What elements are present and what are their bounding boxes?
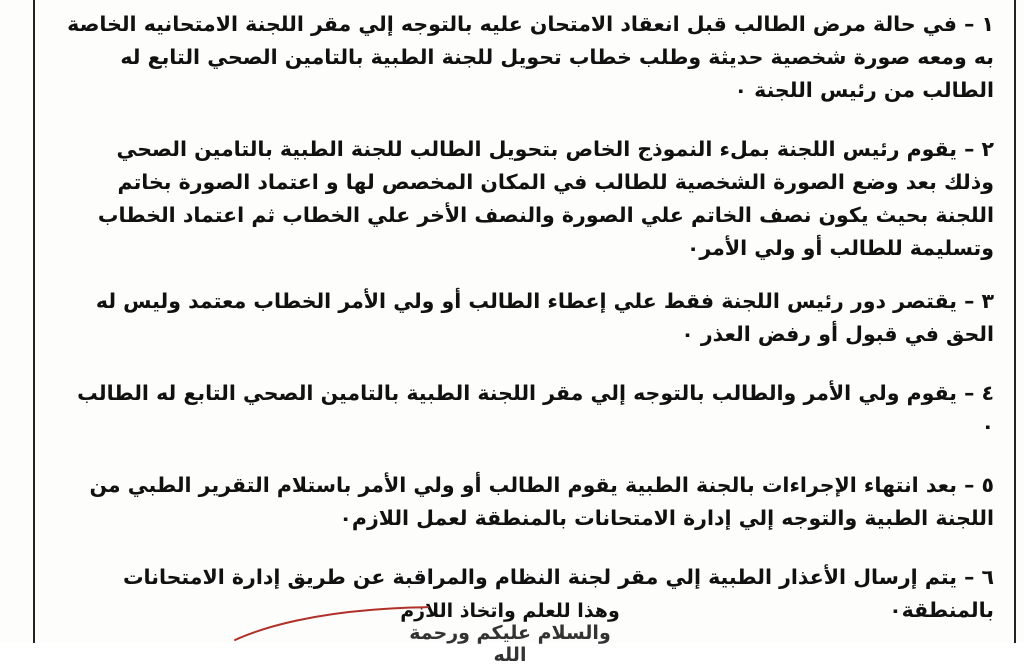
paragraph-3: ٣ – يقتصر دور رئيس اللجنة فقط علي إعطاء الطالب أو ولي الأمر الخطاب معتمد وليس له الحق في قبول أو رفض العذر ٠ — [95, 289, 994, 346]
paragraph-4: ٤ – يقوم ولي الأمر والطالب بالتوجه إلي مقر اللجنة الطبية بالتامين الصحي التابع له الطالب ٠ — [77, 381, 994, 438]
paragraph-2: ٢ – يقوم رئيس اللجنة بملء النموذج الخاص بتحويل الطالب للجنة الطبية بالتامين الصحي وذلك بعد وضع الصورة الشخصية للطالب في المكان المخصص لها و اعتماد الصورة بخاتم اللجنة بحيث يكون نصف الخاتم علي الصورة والنصف الأخر علي الخطاب ثم اعتماد الخطاب وتسليمة للطالب أو ولي الأمر٠ — [97, 137, 994, 260]
page-border-right — [1014, 0, 1016, 643]
paragraph-1: ١ – في حالة مرض الطالب قبل انعقاد الامتحان عليه بالتوجه إلي مقر اللجنة الامتحانيه الخاصة به ومعه صورة شخصية حديثة وطلب خطاب تحويل للجنة الطبية بالتامين الصحي التابع له الطالب من رئيس اللجنة ٠ — [67, 12, 994, 102]
paragraph-6: ٦ – يتم إرسال الأعذار الطبية إلي مقر لجنة النظام والمراقبة عن طريق إدارة الامتحانات بالمنطقة٠ — [122, 565, 994, 622]
signature-stroke — [230, 604, 430, 643]
document-body — [60, 8, 1002, 627]
paragraph-5: ٥ – بعد انتهاء الإجراءات بالجنة الطبية يقوم الطالب أو ولي الأمر باستلام التقرير الطبي من اللجنة الطبية والتوجه إلي إدارة الامتحانات بالمنطقة لعمل اللازم٠ — [89, 473, 994, 530]
closing-line-partial: والسلام عليكم ورحمة الله — [409, 622, 611, 666]
closing-line: وهذا للعلم واتخاذ اللازم — [400, 600, 620, 622]
page-border-left — [33, 0, 35, 643]
